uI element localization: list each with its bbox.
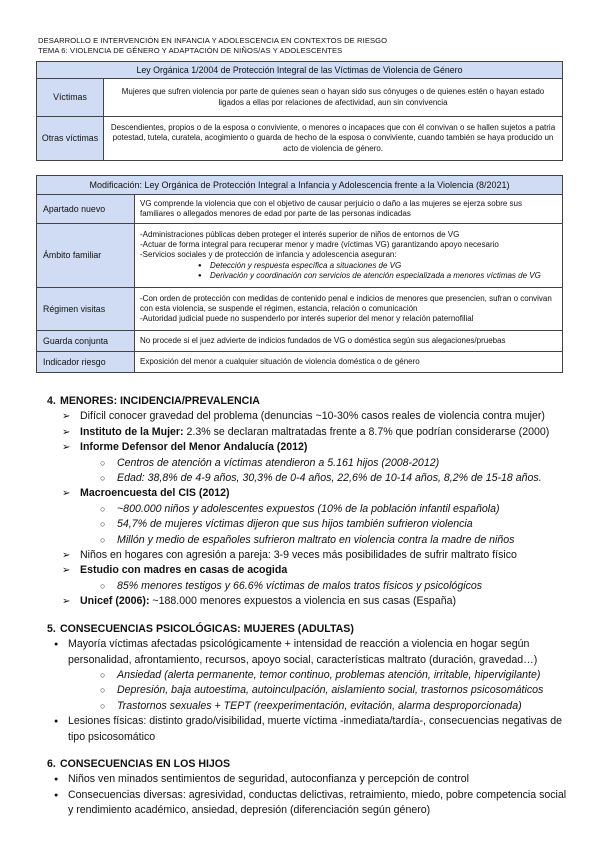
row-label: Otras víctimas	[37, 117, 104, 161]
list-item: ➢ Informe Defensor del Menor Andalucía (2012)	[38, 440, 568, 455]
list-item: ● Lesiones físicas: distinto grado/visibilidad, muerte víctima -inmediata/tardía-, consecuencias negativas de tipo psicosomático	[38, 714, 568, 745]
table-title: Modificación: Ley Orgánica de Protección Integral a Infancia y Adolescencia frente a la Violencia (8/2021)	[37, 176, 563, 195]
row-text: Mujeres que sufren violencia por parte de quienes sean o hayan sido sus cónyuges o de quienes estén o hayan estado ligados a ellas por relaciones de afectividad, aun sin convivencia	[104, 79, 563, 117]
row-label: Régimen visitas	[37, 288, 135, 331]
document-header	[38, 36, 387, 55]
row-content	[135, 224, 563, 288]
row-label: Indicador riesgo	[37, 352, 135, 373]
row-text: Descendientes, propios o de la esposa o conviviente, o menores o incapaces que con él convivan o se hallen sujetos a patria potestad, tutela, curatela, acogimiento o guarda de hecho de la esposa o conviviente, cuando también se haya producido un acto de violencia de género.	[104, 117, 563, 161]
list-item: ➢ Estudio con madres en casas de acogida	[38, 563, 568, 578]
list-item: -Actuar de forma integral para recuperar menor y madre (víctimas VG) garantizando apoyo necesario	[140, 240, 499, 250]
sub-item: ○ 54,7% de mujeres víctimas dijeron que sus hijos también sufrieron violencia	[38, 517, 568, 532]
section-heading: 4. MENORES: INCIDENCIA/PREVALENCIA	[47, 395, 260, 407]
sub-item: ○ Edad: 38,8% de 4-9 años, 30,3% de 0-4 años, 22,6% de 10-14 años, 8,2% de 15-18 años.	[38, 471, 568, 486]
sub-item: ○ Ansiedad (alerta permanente, temor continuo, problemas atención, irritable, hipervigilante)	[38, 668, 568, 683]
notes-body	[38, 394, 568, 819]
list-item: ➢ Difícil conocer gravedad del problema (denuncias ~10-30% casos reales de violencia contra mujer)	[38, 409, 568, 424]
row-label: Guarda conjunta	[37, 331, 135, 352]
section-heading: 5. CONSECUENCIAS PSICOLÓGICAS: MUJERES (ADULTAS)	[47, 622, 354, 635]
row-text: Exposición del menor a cualquier situación de violencia doméstica o de género	[135, 352, 563, 373]
list-item: ● Consecuencias diversas: agresividad, conductas delictivas, retraimiento, miedo, pobre competencia social y rendimiento académico, ansiedad, depresión (diferenciación según género)	[38, 788, 568, 819]
list-item: ➢ Instituto de la Mujer: 2.3% se declaran maltratadas frente a 8.7% que podrían considerarse (2000)	[38, 425, 568, 440]
table-title: Ley Orgánica 1/2004 de Protección Integral de las Víctimas de Violencia de Género	[37, 62, 563, 79]
list-item: -Servicios sociales y de protección de infancia y adolescencia aseguran:	[140, 250, 397, 260]
row-text: VG comprende la violencia que con el objetivo de causar perjuicio o daño a las mujeres se ejerza sobre sus familiares o allegados menores de edad por parte de las personas indicadas	[135, 195, 563, 224]
law-2021-table	[36, 175, 563, 373]
list-item: ● Mayoría víctimas afectadas psicológicamente + intensidad de reacción a violencia en hogar según personalidad, afrontamiento, recursos, apoyo social, características maltrato (duración, gravedad…)	[38, 637, 568, 668]
sub-item: ○ 85% menores testigos y 66.6% víctimas de malos tratos físicos y psicológicos	[38, 579, 568, 594]
list-item: ➢ Unicef (2006): ~188.000 menores expuestos a violencia en sus casas (España)	[38, 594, 568, 609]
row-label: Apartado nuevo	[37, 195, 135, 224]
row-content	[135, 288, 563, 331]
list-item: ➢ Niños en hogares con agresión a pareja: 3-9 veces más posibilidades de sufrir maltrato físico	[38, 548, 568, 563]
row-label: Ámbito familiar	[37, 224, 135, 288]
course-title: DESARROLLO E INTERVENCIÓN EN INFANCIA Y ADOLESCENCIA EN CONTEXTOS DE RIESGO	[38, 36, 388, 45]
list-item: -Con orden de protección con medidas de contenido penal e indicios de menores que presencien, sufran o convivan con esta violencia, se suspende el régimen, estancia, relación o comunicación	[140, 293, 552, 313]
list-item: ➢ Macroencuesta del CIS (2012)	[38, 486, 568, 501]
sub-item: ○ ~800.000 niños y adolescentes expuestos (10% de la población infantil española)	[38, 502, 568, 517]
list-item: ● Detección y respuesta específica a situaciones de VG	[140, 261, 557, 271]
sub-item: ○ Depresión, baja autoestima, autoinculpación, aislamiento social, trastornos psicosomáticos	[38, 683, 568, 698]
law-2004-table	[36, 61, 563, 161]
sub-item: ○ Trastornos sexuales + TEPT (reexperimentación, evitación, alarma desproporcionada)	[38, 699, 568, 714]
topic-title: TEMA 6: VIOLENCIA DE GÉNERO Y ADAPTACIÓN DE NIÑOS/AS Y ADOLESCENTES	[38, 45, 343, 55]
section-heading: 6. CONSECUENCIAS EN LOS HIJOS	[47, 757, 231, 770]
list-item: -Administraciones públicas deben proteger el interés superior de niños de entornos de VG	[140, 229, 460, 239]
list-item: ● Niños ven minados sentimientos de seguridad, autoconfianza y percepción de control	[38, 772, 568, 787]
row-label: Víctimas	[37, 79, 104, 117]
list-item: ● Derivación y coordinación con servicios de atención especializada a menores víctimas de VG	[140, 271, 557, 281]
list-item: -Autoridad judicial puede no suspenderlo por interés superior del menor y relación paternofilial	[140, 314, 474, 324]
sub-item: ○ Centros de atención a víctimas atendieron a 5.161 hijos (2008-2012)	[38, 456, 568, 471]
row-text: No procede si el juez advierte de indicios fundados de VG o doméstica según sus alegaciones/pruebas	[135, 331, 563, 352]
sub-item: ○ Millón y medio de españoles sufrieron maltrato en violencia contra la madre de niños	[38, 533, 568, 548]
